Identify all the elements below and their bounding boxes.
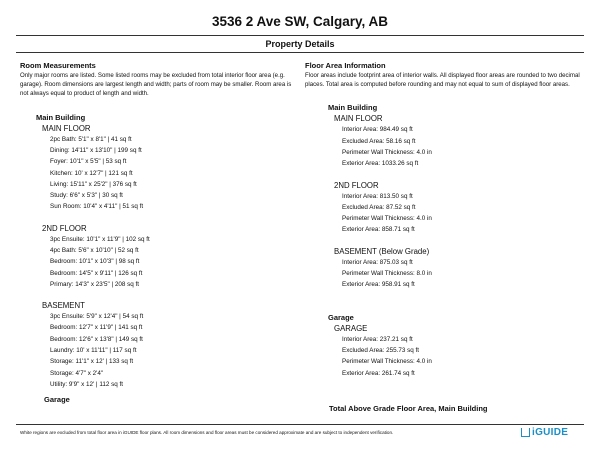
iguide-logo-icon — [521, 428, 530, 437]
iguide-logo-text: iGUIDE — [532, 427, 569, 438]
area-item: Excluded Area: 255.73 sq ft — [342, 346, 420, 354]
area-item: Interior Area: 875.03 sq ft — [342, 258, 413, 266]
area-item: Excluded Area: 58.16 sq ft — [342, 137, 416, 145]
area-item: Exterior Area: 958.91 sq ft — [342, 281, 415, 289]
floor-area-heading: Floor Area Information — [305, 61, 386, 70]
area-item: Perimeter Wall Thickness: 8.0 in — [342, 270, 432, 278]
area-item: Exterior Area: 858.71 sq ft — [342, 226, 415, 234]
floor-area-section — [305, 61, 585, 379]
footer-divider — [16, 424, 584, 425]
floor-area-description: Floor areas include footprint area of interior walls. All displayed floor areas are rounded to two decimal places. Total area is computed before rounding and may not equal to sum of displayed floor areas. — [305, 72, 580, 89]
page-subtitle: Property Details — [265, 39, 335, 49]
footer-disclaimer: White regions are excluded from total floor area in iGUIDE floor plans. All room dimensions and floor areas must be considered approximate and are subject to independent verification. — [20, 430, 394, 435]
area-item: Perimeter Wall Thickness: 4.0 in — [342, 215, 432, 223]
room-measurements-description: Only major rooms are listed. Some listed rooms may be excluded from total interior floor area (e.g. garage). Room dimensions are largest length and width; parts of room may be smaller. Room area is not always equal to product of length and width. — [20, 72, 292, 98]
iguide-logo — [521, 427, 568, 438]
room-item: 4pc Bath: 5'6" x 10'10" | 52 sq ft — [50, 246, 139, 254]
room-item: Foyer: 10'1" x 5'5" | 53 sq ft — [50, 158, 127, 166]
area-item: Perimeter Wall Thickness: 4.0 in — [342, 149, 432, 156]
room-item: Storage: 11'1" x 12' | 133 sq ft — [50, 358, 134, 366]
area-item: Exterior Area: 1033.26 sq ft — [342, 160, 419, 168]
room-item: Bedroom: 14'5" x 9'11" | 126 sq ft — [50, 269, 143, 277]
area-floor-basement — [334, 246, 585, 291]
room-item: Living: 15'11" x 25'2" | 376 sq ft — [50, 180, 137, 188]
room-item: Bedroom: 12'6" x 13'8" | 149 sq ft — [50, 335, 143, 343]
room-item: Bedroom: 12'7" x 11'9" | 141 sq ft — [50, 324, 143, 332]
area-item: Perimeter Wall Thickness: 4.0 in — [342, 358, 432, 366]
floor-name: MAIN FLOOR — [42, 123, 91, 133]
area-garage-heading: Garage — [328, 312, 354, 322]
room-garage-label: Garage — [44, 395, 70, 404]
total-floor-area-label: Total Above Grade Floor Area, Main Building — [329, 404, 488, 413]
room-item: Primary: 14'3" x 23'5" | 208 sq ft — [50, 280, 140, 288]
floor-name: 2ND FLOOR — [42, 223, 87, 233]
header-divider-top — [16, 35, 584, 36]
room-building-label: Main Building — [36, 112, 86, 122]
room-item: Dining: 14'11" x 13'10" | 199 sq ft — [50, 146, 142, 154]
floor-name: MAIN FLOOR — [334, 114, 383, 124]
area-item: Interior Area: 813.50 sq ft — [342, 192, 413, 200]
header-divider-bottom — [16, 52, 584, 53]
room-item: 3pc Ensuite: 5'9" x 12'4" | 54 sq ft — [50, 313, 144, 321]
floor-name: GARAGE — [334, 323, 368, 333]
room-item: Sun Room: 10'4" x 4'11" | 51 sq ft — [50, 203, 144, 211]
area-item: Interior Area: 237.21 sq ft — [342, 335, 413, 343]
room-item: Kitchen: 10' x 12'7" | 121 sq ft — [50, 169, 133, 177]
room-measurements-heading: Room Measurements — [20, 61, 96, 70]
floor-name: BASEMENT (Below Grade) — [334, 246, 430, 256]
floor-name: BASEMENT — [42, 301, 85, 311]
room-item: Storage: 4'7" x 2'4" — [50, 369, 104, 377]
room-item: Utility: 9'9" x 12' | 112 sq ft — [50, 380, 124, 388]
room-item: 2pc Bath: 5'1" x 8'1" | 41 sq ft — [50, 135, 132, 143]
room-item: Laundry: 10' x 11'11" | 117 sq ft — [50, 347, 137, 355]
room-floor-2nd — [42, 223, 300, 290]
area-item: Interior Area: 984.49 sq ft — [342, 126, 413, 134]
room-measurements-section — [20, 61, 300, 390]
room-item: Study: 6'6" x 5'3" | 30 sq ft — [50, 192, 123, 200]
floor-name: 2ND FLOOR — [334, 180, 379, 190]
area-building-label: Main Building — [328, 103, 378, 113]
room-floor-main — [42, 123, 300, 213]
area-item: Exterior Area: 261.74 sq ft — [342, 369, 415, 377]
area-floor-garage — [334, 323, 585, 379]
room-item: 3pc Ensuite: 10'1" x 11'9" | 102 sq ft — [50, 235, 150, 243]
page-title: 3536 2 Ave SW, Calgary, AB — [211, 14, 389, 29]
area-floor-main — [334, 113, 585, 169]
room-item: Bedroom: 10'1" x 10'3" | 98 sq ft — [50, 258, 140, 266]
room-floor-basement — [42, 300, 300, 390]
area-floor-2nd — [334, 180, 585, 236]
area-item: Excluded Area: 87.52 sq ft — [342, 203, 416, 211]
